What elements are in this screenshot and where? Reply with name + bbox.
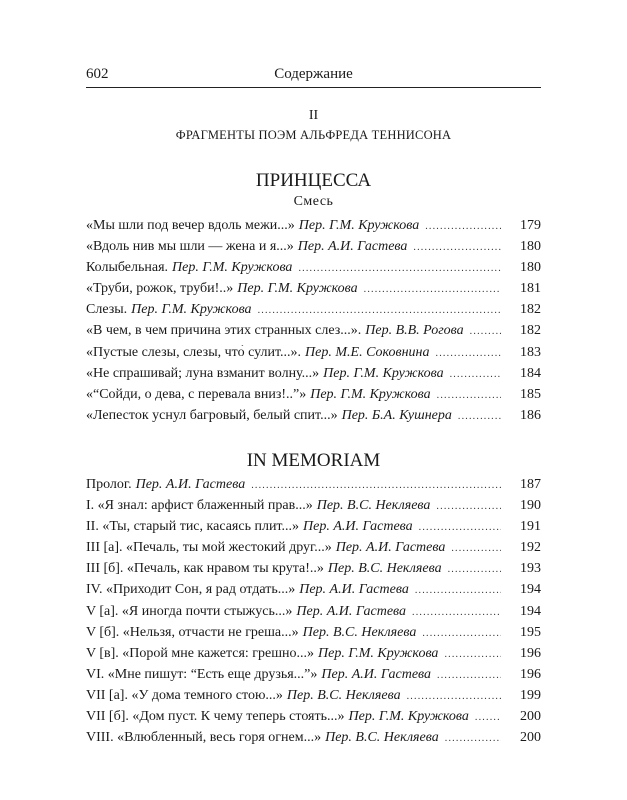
toc-entry <box>86 645 541 666</box>
toc-entry-title: Слезы. <box>86 302 128 318</box>
toc-entry <box>86 624 541 645</box>
toc-entry-text <box>86 582 501 598</box>
toc-entry <box>86 581 541 602</box>
dot-leader <box>407 691 501 702</box>
toc-entry-text <box>86 498 501 514</box>
toc-entry-text <box>86 540 501 556</box>
toc-entry-translator: Пер. Г.М. Кружкова <box>131 302 252 318</box>
dot-leader <box>475 712 501 723</box>
toc-entry-page: 200 <box>520 709 541 725</box>
toc-entry-title: III [б]. «Печаль, как нравом ты крута!..» <box>86 561 324 577</box>
toc-entry-text <box>86 646 501 662</box>
toc-entry-page: 194 <box>520 582 541 598</box>
toc-list-in-memoriam <box>86 476 541 750</box>
toc-entry-translator: Пер. Г.М. Кружкова <box>323 365 444 381</box>
toc-entry-title: V [в]. «Порой мне кажется: грешно...» <box>86 645 315 661</box>
toc-entry-title: VI. «Мне пишут: “Есть еще друзья...”» <box>86 666 318 682</box>
toc-entry-title: VIII. «Влюбленный, весь горя огнем...» <box>86 730 322 746</box>
dot-leader <box>258 305 501 316</box>
toc-entry-title: «Вдоль нив мы шли — жена и я...» <box>86 239 294 255</box>
toc-entry-page: 182 <box>520 323 541 339</box>
toc-entry-page: 200 <box>520 730 541 746</box>
toc-entry-text <box>86 218 501 234</box>
toc-entry-page: 191 <box>520 519 541 535</box>
toc-entry-page: 180 <box>520 239 541 255</box>
toc-entry-translator: Пер. Г.М. Кружкова <box>172 260 293 276</box>
running-head <box>86 64 541 86</box>
toc-entry-title: V [а]. «Я иногда почти стыжусь...» <box>86 603 293 619</box>
toc-entry-text <box>86 688 501 704</box>
toc-entry-text <box>86 477 501 493</box>
dot-leader <box>436 501 501 512</box>
toc-entry-text <box>86 667 501 683</box>
toc-entry-page: 179 <box>520 218 541 233</box>
toc-entry-title: «Мы шли под вечер вдоль межи...» <box>86 218 295 233</box>
toc-entry-translator: Пер. Г.М. Кружкова <box>310 386 431 402</box>
toc-entry-page: 192 <box>520 540 541 556</box>
toc-entry-translator: Пер. В.С. Некляева <box>286 687 401 703</box>
toc-entry-translator: Пер. Г.М. Кружкова <box>318 645 439 661</box>
toc-entry-title: «Пустые слезы, слезы, что́ сулит...». <box>86 344 302 360</box>
section-title-princess: ПРИНЦЕССА <box>255 170 372 191</box>
dot-leader <box>412 607 501 618</box>
dot-leader <box>437 670 501 681</box>
toc-entry-translator: Пер. А.И. Гастева <box>296 603 407 619</box>
toc-entry-translator: Пер. М.Е. Соковнина <box>305 344 430 360</box>
header-rule <box>86 87 541 88</box>
toc-entry-title: IV. «Приходит Сон, я рад отдать...» <box>86 582 296 598</box>
dot-leader <box>444 649 501 660</box>
dot-leader <box>448 564 501 575</box>
toc-entry-translator: Пер. Г.М. Кружкова <box>348 709 469 725</box>
dot-leader <box>422 628 501 639</box>
toc-entry-text <box>86 366 501 382</box>
toc-entry <box>86 518 541 539</box>
part-title: ФРАГМЕНТЫ ПОЭМ АЛЬФРЕДА ТЕННИСОНА <box>175 128 452 142</box>
toc-entry-translator: Пер. В.С. Некляева <box>302 624 417 640</box>
toc-entry-title: III [а]. «Печаль, ты мой жестокий друг...» <box>86 540 332 556</box>
toc-entry-text <box>86 625 501 641</box>
toc-entry-page: 195 <box>520 624 541 640</box>
toc-entry <box>86 259 541 280</box>
toc-entry <box>86 344 541 365</box>
toc-entry-text <box>86 561 501 577</box>
toc-entry-translator: Пер. В.С. Некляева <box>325 730 439 746</box>
toc-entry-translator: Пер. А.И. Гастева <box>335 540 446 556</box>
toc-entry-page: 190 <box>520 498 541 514</box>
toc-entry-title: V [б]. «Нельзя, отчасти не греша...» <box>86 624 299 640</box>
toc-entry <box>86 386 541 407</box>
toc-entry-text <box>86 345 501 361</box>
toc-entry-page: 196 <box>520 645 541 661</box>
dot-leader <box>425 221 501 232</box>
toc-entry-page: 183 <box>520 344 541 360</box>
toc-entry-page: 182 <box>520 302 541 318</box>
toc-entry-page: 193 <box>520 561 541 577</box>
toc-entry-page: 186 <box>520 407 541 423</box>
toc-entry-title: Пролог. <box>86 477 132 492</box>
toc-entry-text <box>86 408 501 424</box>
toc-entry-title: Колыбельная. <box>86 260 169 276</box>
toc-entry <box>86 708 541 729</box>
toc-entry-page: 194 <box>520 603 541 619</box>
part-number: II <box>308 108 319 123</box>
toc-entry <box>86 666 541 687</box>
dot-leader <box>251 480 501 491</box>
toc-entry-text <box>86 709 501 725</box>
dot-leader <box>298 263 501 274</box>
toc-entry-title: II. «Ты, старый тис, касаясь плит...» <box>86 519 300 535</box>
toc-entry-translator: Пер. Г.М. Кружкова <box>298 218 420 233</box>
toc-entry <box>86 497 541 518</box>
toc-entry-page: 199 <box>520 687 541 703</box>
toc-entry-page: 185 <box>520 386 541 402</box>
dot-leader <box>415 585 501 596</box>
toc-entry-page: 180 <box>520 260 541 276</box>
toc-entry <box>86 217 541 238</box>
toc-entry-title: «В чем, в чем причина этих странных слез...». <box>86 323 362 339</box>
toc-entry-title: «Лепесток уснул багровый, белый спит...» <box>86 407 338 423</box>
dot-leader <box>450 369 501 380</box>
toc-entry-title: I. «Я знал: арфист блаженный прав...» <box>86 498 313 514</box>
toc-entry <box>86 322 541 343</box>
toc-list-princess <box>86 217 541 428</box>
toc-entry-translator: Пер. А.И. Гастева <box>135 477 246 492</box>
toc-entry <box>86 560 541 581</box>
toc-entry-page: 184 <box>520 365 541 381</box>
dot-leader <box>451 543 501 554</box>
toc-entry-page: 181 <box>520 281 541 297</box>
toc-entry-translator: Пер. В.В. Рогова <box>365 323 464 339</box>
toc-entry-text <box>86 519 501 535</box>
toc-entry-translator: Пер. А.И. Гастева <box>303 519 413 535</box>
toc-entry-translator: Пер. Б.А. Кушнера <box>341 407 452 423</box>
toc-entry <box>86 280 541 301</box>
running-title: Содержание <box>274 66 353 82</box>
toc-entry-text <box>86 302 501 318</box>
toc-entry-text <box>86 387 501 403</box>
toc-entry-page: 196 <box>520 666 541 682</box>
toc-entry-translator: Пер. А.И. Гастева <box>297 239 408 255</box>
toc-entry <box>86 687 541 708</box>
dot-leader <box>437 390 501 401</box>
toc-entry <box>86 476 541 497</box>
section-title-in-memoriam: IN MEMORIAM <box>246 450 381 471</box>
toc-entry-text <box>86 239 501 255</box>
toc-entry-title: «Труби, рожок, труби!..» <box>86 281 234 297</box>
toc-entry-translator: Пер. В.С. Некляева <box>327 561 442 577</box>
toc-entry-translator: Пер. Г.М. Кружкова <box>237 281 358 297</box>
section-subtitle: Смесь <box>293 194 334 209</box>
dot-leader <box>445 733 501 744</box>
toc-entry-title: «“Сойди, о дева, с перевала вниз!..”» <box>86 386 307 402</box>
dot-leader <box>413 242 501 253</box>
toc-entry-text <box>86 730 501 746</box>
toc-entry-page: 187 <box>520 477 541 492</box>
toc-entry-text <box>86 604 501 620</box>
toc-entry-title: VII [а]. «У дома темного стою...» <box>86 687 283 703</box>
dot-leader <box>470 326 501 337</box>
toc-entry-translator: Пер. А.И. Гастева <box>299 582 409 598</box>
toc-entry <box>86 407 541 428</box>
toc-entry-text <box>86 281 501 297</box>
toc-entry <box>86 365 541 386</box>
page-number: 602 <box>86 66 109 82</box>
toc-entry <box>86 539 541 560</box>
dot-leader <box>436 348 501 359</box>
toc-entry-translator: Пер. В.С. Некляева <box>316 498 431 514</box>
dot-leader <box>364 284 501 295</box>
toc-entry-translator: Пер. А.И. Гастева <box>321 666 432 682</box>
toc-entry-text <box>86 260 501 276</box>
toc-entry <box>86 603 541 624</box>
toc-entry-title: «Не спрашивай; луна взманит волну...» <box>86 365 320 381</box>
dot-leader <box>419 522 501 533</box>
toc-entry <box>86 729 541 750</box>
toc-entry <box>86 238 541 259</box>
toc-entry-title: VII [б]. «Дом пуст. К чему теперь стоять...» <box>86 709 345 725</box>
dot-leader <box>458 411 501 422</box>
toc-entry <box>86 301 541 322</box>
toc-entry-text <box>86 323 501 339</box>
